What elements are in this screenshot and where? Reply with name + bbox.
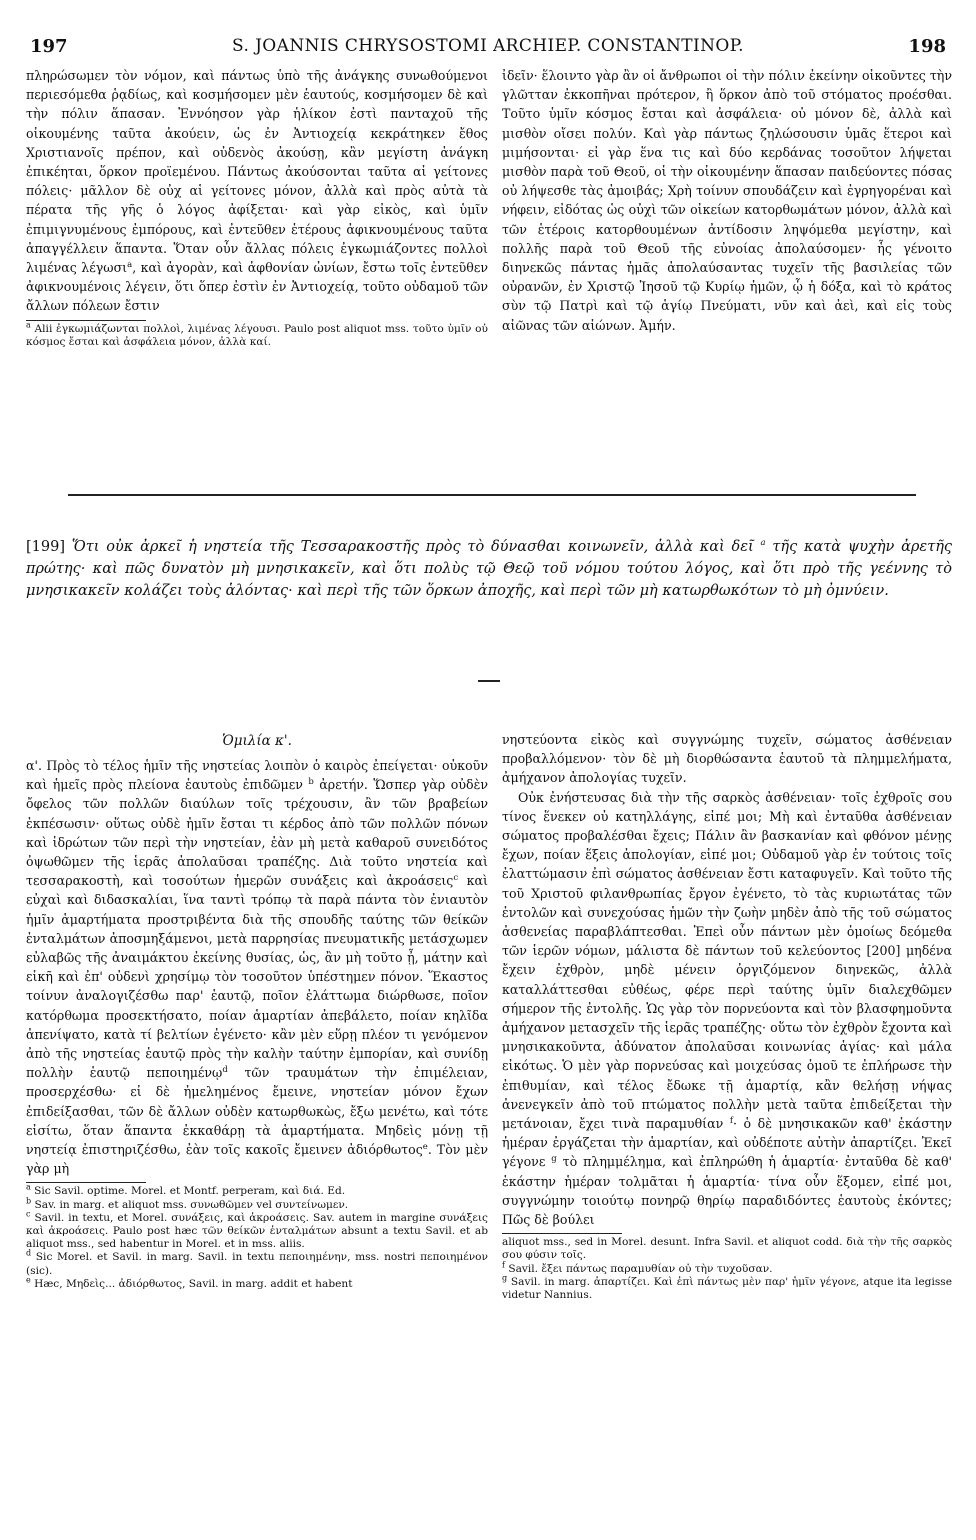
footnote-text: Savil. ἔξει πάντως παραμυθίαν οὐ τὴν τυχοῦσαν.	[508, 1262, 773, 1275]
footnote-mark: a	[26, 1182, 31, 1192]
paragraph-text: Οὐκ ἐνήστευσας διὰ τὴν τῆς σαρκὸς ἀσθένειαν· τοῖς ἐχθροῖς σου τίνος ἕνεκεν οὐ κατηλλάγης, εἰπέ μοι; Μὴ καὶ ἐνταῦθα ἀσθένειαν σώματος προβαλέσθαι ἔχεις; Πάλιν ἂν βασκανίαν καὶ φθόνον μένῃς ἔχων, ποίαν ἕξεις ἀπολογίαν, εἰπέ μοι; Οὐδαμοῦ γὰρ ἐν τούτοις τοῖς ἐλαττώμασιν ἐπὶ σώματος ἀσθένειαν ἔστι καταφυγεῖν. Καὶ τοῦτο τῆς τοῦ Χριστοῦ φιλανθρωπίας ἔργον ἐγένετο, τὸ τὰς κυριωτάτας τῶν ἐντολῶν καὶ συνεχούσας ἡμῶν τὴν ζωὴν μηδὲν ἀπὸ τῆς τοῦ σώματος ἀσθενείας παραβλάπτεσθαι. Ἐπεὶ οὖν πάντων μὲν ὁμοίως δεόμεθα τῶν ἱερῶν νόμων, μάλιστα δὲ πάντων τοῦ κελεύοντος	[502, 789, 952, 959]
section-title-text-after: τῆς κατὰ ψυχὴν ἀρετῆς πρώτης· καὶ πῶς δυνατὸν μὴ μνησικακεῖν, καὶ ὅτι πολὺς τῷ Θεῷ τοῦ νόμου τούτου λόγος, καὶ ὅτι πρὸ τῆς γεέννης τὸ μνησικακεῖν κολάζει τοὺς ἁλόντας· καὶ περὶ τῆς τῶν ὅρκων ἀποχῆς, καὶ περὶ τῶν μὴ κατωρθωκότων τὸ μὴ ὀμνύειν.	[26, 539, 953, 599]
footnote-text: Savil. in textu, et Morel. συνάξεις, καὶ ἀκροάσεις. Sav. autem in margine συνάξεις καὶ ἀκροάσεις. Paulo post hæc τῶν θείκῶν ἐνταλμάτων absunt a textu Savil. et ab aliquot mss., sed habentur in Morel. et in mss. aliis.	[26, 1211, 488, 1251]
footnote-text: Sic Savil. optime. Morel. et Montf. perperam, καὶ διά. Ed.	[34, 1185, 346, 1198]
bottom-right-column	[502, 730, 952, 1530]
page-number-right: 198	[908, 36, 946, 57]
paragraph-text: . Τὸν μὲν γὰρ μὴ	[26, 1142, 488, 1177]
bottom-left-footnotes	[26, 1182, 488, 1291]
paragraph-text: α'. Πρὸς τὸ τέλος ἡμῖν τῆς νηστείας λοιπὸν ὁ καιρὸς ἐπείγεται· οὐκοῦν καὶ ἡμεῖς πρὸς πλείονα ἑαυτοὺς ἐπιδῶμεν	[26, 758, 488, 793]
footnote	[26, 1209, 488, 1252]
running-head	[30, 36, 946, 62]
homily-heading: Ὁμιλία κ'.	[222, 733, 292, 749]
footnote-marker-a: a	[760, 538, 766, 549]
top-right-paragraph: ἰδεῖν· ἕλοιντο γὰρ ἂν οἱ ἄνθρωποι οἱ τὴν πόλιν ἐκείνην οἰκοῦντες τὴν γλῶτταν ἐκκοπῆναι πρότερον, ἢ ὅρκον ἀπὸ τοῦ στόματος προέσθαι. Τοῦτο ὑμῖν κόσμος ἔσται καὶ ἀσφάλεια· οὐ μόνον δὲ, ἀλλὰ καὶ μισθὸν οἴσει πολύν. Καὶ γὰρ πάντως ζηλώσουσιν ὑμᾶς ἕτεροι καὶ μιμήσονται· εἰ γὰρ ἕνα τις καὶ δύο κερδάνας τοσοῦτον λήψεται μισθὸν παρὰ τοῦ Θεοῦ, οἱ τὴν οἰκουμένην ἅπασαν παιδεύοντες πόσας οὐ λήψεσθε τὰς ἀμοιβάς; Χρὴ τοίνυν σπουδάζειν καὶ ἐγρηγορέναι καὶ νήφειν, εἰδότας ὡς οὐχὶ τῶν οἰκείων κατορθωμάτων μόνον, ἀλλὰ καὶ τῶν ἑτέροις κατορθουμένων ἀντίδοσιν ληψόμεθα μεγίστην, καὶ πολλῆς παρὰ τοῦ Θεοῦ τῆς εὐνοίας ἀπολαύσομεν· ἧς γένοιτο διηνεκῶς πάντας ἡμᾶς ἀπολαύσαντας τυχεῖν τῆς βασιλείας τῶν οὐρανῶν, ἐν Χριστῷ Ἰησοῦ τῷ Κυρίῳ ἡμῶν, ᾧ ἡ δόξα, καὶ τὸ κράτος σὺν τῷ Πατρὶ καὶ τῷ ἁγίῳ Πνεύματι, νῦν καὶ ἀεὶ, καὶ εἰς τοὺς αἰῶνας τῶν αἰώνων. Ἀμήν.	[502, 68, 952, 333]
footnote-rule	[26, 320, 146, 321]
paragraph-text: ἀρετήν. Ὥσπερ γὰρ οὐδὲν ὄφελος τῶν πολλῶν διαύλων τοῖς τρέχουσιν, ἂν τῶν βραβείων ἐκπέσωσιν· οὕτως οὐδὲ ἡμῖν ἔσται τι κέρδος ἀπὸ τῶν πολλῶν πόνων καὶ ἱδρώτων τῶν περὶ τὴν νηστείαν, ἐὰν μὴ μετὰ καθαροῦ συνειδότος ὀψωθῶμεν τῆς ἱερᾶς ἀπολαῦσαι τραπέζης. Διὰ τοῦτο νηστεία καὶ τεσσαρακοστὴ, καὶ τοσούτων ἡμερῶν συνάξεις καὶ ἀκροάσεις	[26, 777, 488, 889]
footnote-marker-d: d	[222, 1065, 228, 1076]
footnote	[26, 1275, 488, 1291]
section-title	[26, 536, 952, 602]
top-left-text-after: , καὶ ἀγορὰν, καὶ ἀφθονίαν ὠνίων, ἔστω τοῖς ἐντεῦθεν ἀφικνουμένοις λέγειν, ὅτι ὅπερ ἐστὶν ἐν Ἀντιοχείᾳ, τοῦτο οὐδαμοῦ τῶν ἄλλων πόλεων ἔστιν	[26, 260, 488, 314]
footnote-rule	[26, 1182, 146, 1183]
section-number: [199]	[26, 539, 65, 555]
homily-paragraph	[26, 756, 488, 1178]
footnote-continuation: aliquot mss., sed in Morel. desunt. Infra Savil. et aliquot codd. διὰ τὴν τῆς σαρκὸς σου φύσιν τοῖς.	[502, 1236, 952, 1262]
footnote	[26, 320, 488, 349]
footnote-mark: a	[26, 320, 31, 330]
paragraph-text: τὸ πλημμέλημα, καὶ ἐπληρώθη ἡ ἁμαρτία· ἐνταῦθα δὲ καθ' ἑκάστην ἡμέραν τολμᾶται ἡ ἁμαρτία· τίνα οὖν ἕξομεν, εἰπέ μοι, συγγνώμην τοιούτῳ πονηρῷ θηρίῳ παραδιδόντες ἑαυτοὺς ἑκόντες; Πῶς δὲ βούλει	[502, 1154, 952, 1228]
page-number-left: 197	[30, 36, 68, 57]
footnote-text: Alii ἐγκωμιάζωνται πολλοὶ, λιμένας λέγουσι. Paulo post aliquot mss. τοῦτο ὑμῖν οὐ κόσμος ἔσται καὶ ἀσφάλεια μόνον, ἀλλὰ καί.	[26, 322, 488, 348]
footnote-rule	[502, 1233, 622, 1234]
top-left-footnotes	[26, 320, 488, 349]
top-right-column	[502, 66, 952, 486]
footnote	[26, 1196, 488, 1212]
bottom-left-column	[26, 730, 488, 1530]
footnote-marker-a: a	[127, 259, 133, 270]
running-title: S. JOANNIS CHRYSOSTOMI ARCHIEP. CONSTANTINOP.	[232, 36, 744, 56]
top-left-column	[26, 66, 488, 486]
footnote	[502, 1260, 952, 1276]
footnote-marker-c: c	[453, 873, 459, 884]
footnote	[502, 1273, 952, 1302]
section-divider	[68, 494, 916, 496]
paragraph	[502, 788, 952, 1230]
footnote-mark: g	[502, 1273, 508, 1283]
page-bracket: [200]	[866, 943, 901, 959]
footnote-text: Savil. in marg. ἀπαρτίζει. Καὶ ἐπὶ πάντως μὲν παρ' ἡμῖν γέγονε, atque ita legisse videtur Nannius.	[502, 1275, 952, 1302]
top-left-text: πληρώσωμεν τὸν νόμον, καὶ πάντως ὑπὸ τῆς ἀνάγκης συνωθούμενοι περιεσόμεθα ῥᾳδίως, καὶ κοσμήσομεν μὲν ἑαυτούς, κοσμήσομεν δὲ καὶ τὴν πόλιν ἅπασαν. Ἐννόησον γὰρ ἡλίκον ἐστὶ πανταχοῦ τῆς οἰκουμένης ταῦτα ἀκούειν, ὡς ἐν Ἀντιοχείᾳ κεκράτηκεν ἔθος Χριστιανοῖς πρέπον, καὶ οὐδενὸς ἀκούσῃ, κἂν μεγίστη ἀνάγκη ἐπικέηται, ὅρκον προϊεμένου. Πάντως ἀκούσονται ταῦτα αἱ γείτονες πόλεις· μᾶλλον δὲ οὐχ αἱ γείτονες μόνον, ἀλλὰ καὶ πρὸς αὐτὰ τὰ πέρατα τῆς γῆς ὁ λόγος ἀφίξεται· καὶ γὰρ εἰκὸς, καὶ ὑμῖν ἐπιμιγνυμένους ἐμπόρους, καὶ ἐντεῦθεν ἑτέρους ἀφικνουμένους ταῦτα ἀπαγγέλλειν ἅπαντα. Ὅταν οὖν ἄλλας πόλεις ἐγκωμιάζοντες πολλοὶ λιμένας λέγωσι	[26, 68, 488, 276]
footnote-mark: b	[26, 1196, 32, 1206]
footnote-marker-e: e	[422, 1141, 428, 1152]
paragraph-text: μηδένα ἔχειν ἐχθρὸν, μηδὲ μένειν ὀργιζόμενον διηνεκῶς, ἀλλὰ καταλλάττεσθαι εὐθέως, φέρε περὶ ταύτης ὑμῖν διαλεχθῶμεν σήμερον τῆς ἐντολῆς. Ὡς γὰρ τὸν πορνεύοντα καὶ τὸν βλασφημοῦντα ἀμήχανον μετασχεῖν τῆς ἱερᾶς τραπέζης· οὕτω τὸν ἐχθρὸν ἔχοντα καὶ μνησικακοῦντα, ἀδύνατον ἀπολαῦσαι κοινωνίας ἁγίας· καὶ μάλα εἰκότως. Ὁ μὲν γὰρ πορνεύσας καὶ μοιχεύσας ὁμοῦ τε ἐπλήρωσε τὴν ἐπιθυμίαν, καὶ τέλος ἔδωκε τῇ ἁμαρτίᾳ, κἂν θελήσῃ νήψας ἀνενεγκεῖν ἀπὸ τοῦ πτώματος πολλὴν μετὰ ταῦτα ἐπιδείξεται τὴν μετάνοιαν, ἔχει τινὰ παραμυθίαν	[502, 943, 952, 1132]
footnote-mark: f	[502, 1260, 505, 1270]
paragraph-text: καὶ εὐχαὶ καὶ διδασκαλίαι, ἵνα ταντὶ τρόπῳ τὰ παρὰ πάντα τὸν ἐνιαυτὸν ἡμῖν ἁμαρτήματα προστριβέντα διὰ τῆς σπουδῆς ταύτης τῶν θείκῶν ἐνταλμάτων ἀποσμηξάμενοι, μετὰ παρρησίας πνευματικῆς μετάσχωμεν εὐλαβῶς τῆς ἀναιμάκτου ἐκείνης θυσίας, ὡς, ἂν μὴ τοῦτο ᾖ, μάτην καὶ εἰκῆ καὶ ἐπ' οὐδενὶ χρησίμῳ τὸν τοσοῦτον ὑπέστημεν πόνον. Ἕκαστος τοίνυν ἀναλογιζέσθω παρ' ἑαυτῷ, ποῖον ἐλάττωμα διώρθωσε, ποῖον κατόρθωμα προσεκτήσατο, ποίαν ἁμαρτίαν ἀπεβάλετο, ποίαν κηλῖδα ἀπενίψατο, κατὰ τί βελτίων ἐγένετο· κἂν μὲν εὕρῃ πλέον τι γενόμενον ἀπὸ τῆς νηστείας ἑαυτῷ πρὸς τὴν καλὴν ταύτην ἐμπορίαν, καὶ συνίδῃ πολλὴν ἑαυτῷ πεποιημένῳ	[26, 873, 488, 1081]
footnote-marker-f: f	[729, 1115, 733, 1126]
footnote	[26, 1182, 488, 1198]
section-title-text: Ὅτι οὐκ ἀρκεῖ ἡ νηστεία τῆς Τεσσαρακοστῆς πρὸς τὸ δύνασθαι κοινωνεῖν, ἀλλὰ καὶ δεῖ	[71, 539, 754, 555]
footnote-marker-g: g	[551, 1154, 557, 1165]
paragraph: νηστεύοντα εἰκὸς καὶ συγγνώμης τυχεῖν, σώματος ἀσθένειαν προβαλλόμενον· τὸν δὲ μὴ διορθώσαντα ἑαυτοῦ τὰ πλημμελήματα, ἀμήχανον ἀπολογίας τυχεῖν.	[502, 732, 952, 786]
paragraph-text: · ὁ δὲ μνησικακῶν καθ' ἑκάστην ἡμέραν ἐργάζεται τὴν ἁμαρτίαν, καὶ οὐδέποτε αὐτὴν ἀπαρτίζει. Ἐκεῖ γέγονε	[502, 1116, 952, 1170]
paragraph-text: τῶν τραυμάτων τὴν ἐπιμέλειαν, προσερχέσθω· εἰ δὲ ἠμελημένος ἔμεινε, νηστείαν μόνον ἔχων ἐπιδείξασθαι, τῶν δὲ ἄλλων οὐδὲν κατωρθωκὼς, ἔξω μενέτω, καὶ τότε εἰσίτω, ὅταν ἅπαντα ἐκκαθάρῃ τὰ ἁμαρτήματα. Μηδεὶς μόνῃ τῇ νηστείᾳ ἐπιστηριζέσθω, ἐὰν τοῖς κακοῖς ἔμεινεν ἀδιόρθωτος	[26, 1065, 488, 1158]
bottom-right-footnotes	[502, 1236, 952, 1302]
footnote-text: Hæc, Μηδεὶς... ἀδιόρθωτος, Savil. in marg. addit et habent	[34, 1277, 353, 1290]
footnote	[26, 1248, 488, 1277]
footnote-text: Sic Morel. et Savil. in marg. Savil. in textu πεποιημένην, mss. nostri πεποιημένον (sic).	[26, 1251, 488, 1277]
footnote-text: Sav. in marg. et aliquot mss. συνωθῶμεν vel συντείνωμεν.	[34, 1198, 349, 1211]
footnote-mark: c	[26, 1209, 31, 1219]
short-divider	[478, 680, 500, 682]
footnote-mark: e	[26, 1275, 31, 1285]
footnote-marker-b: b	[308, 777, 314, 788]
footnote-mark: d	[26, 1248, 32, 1258]
top-left-paragraph	[26, 66, 488, 316]
